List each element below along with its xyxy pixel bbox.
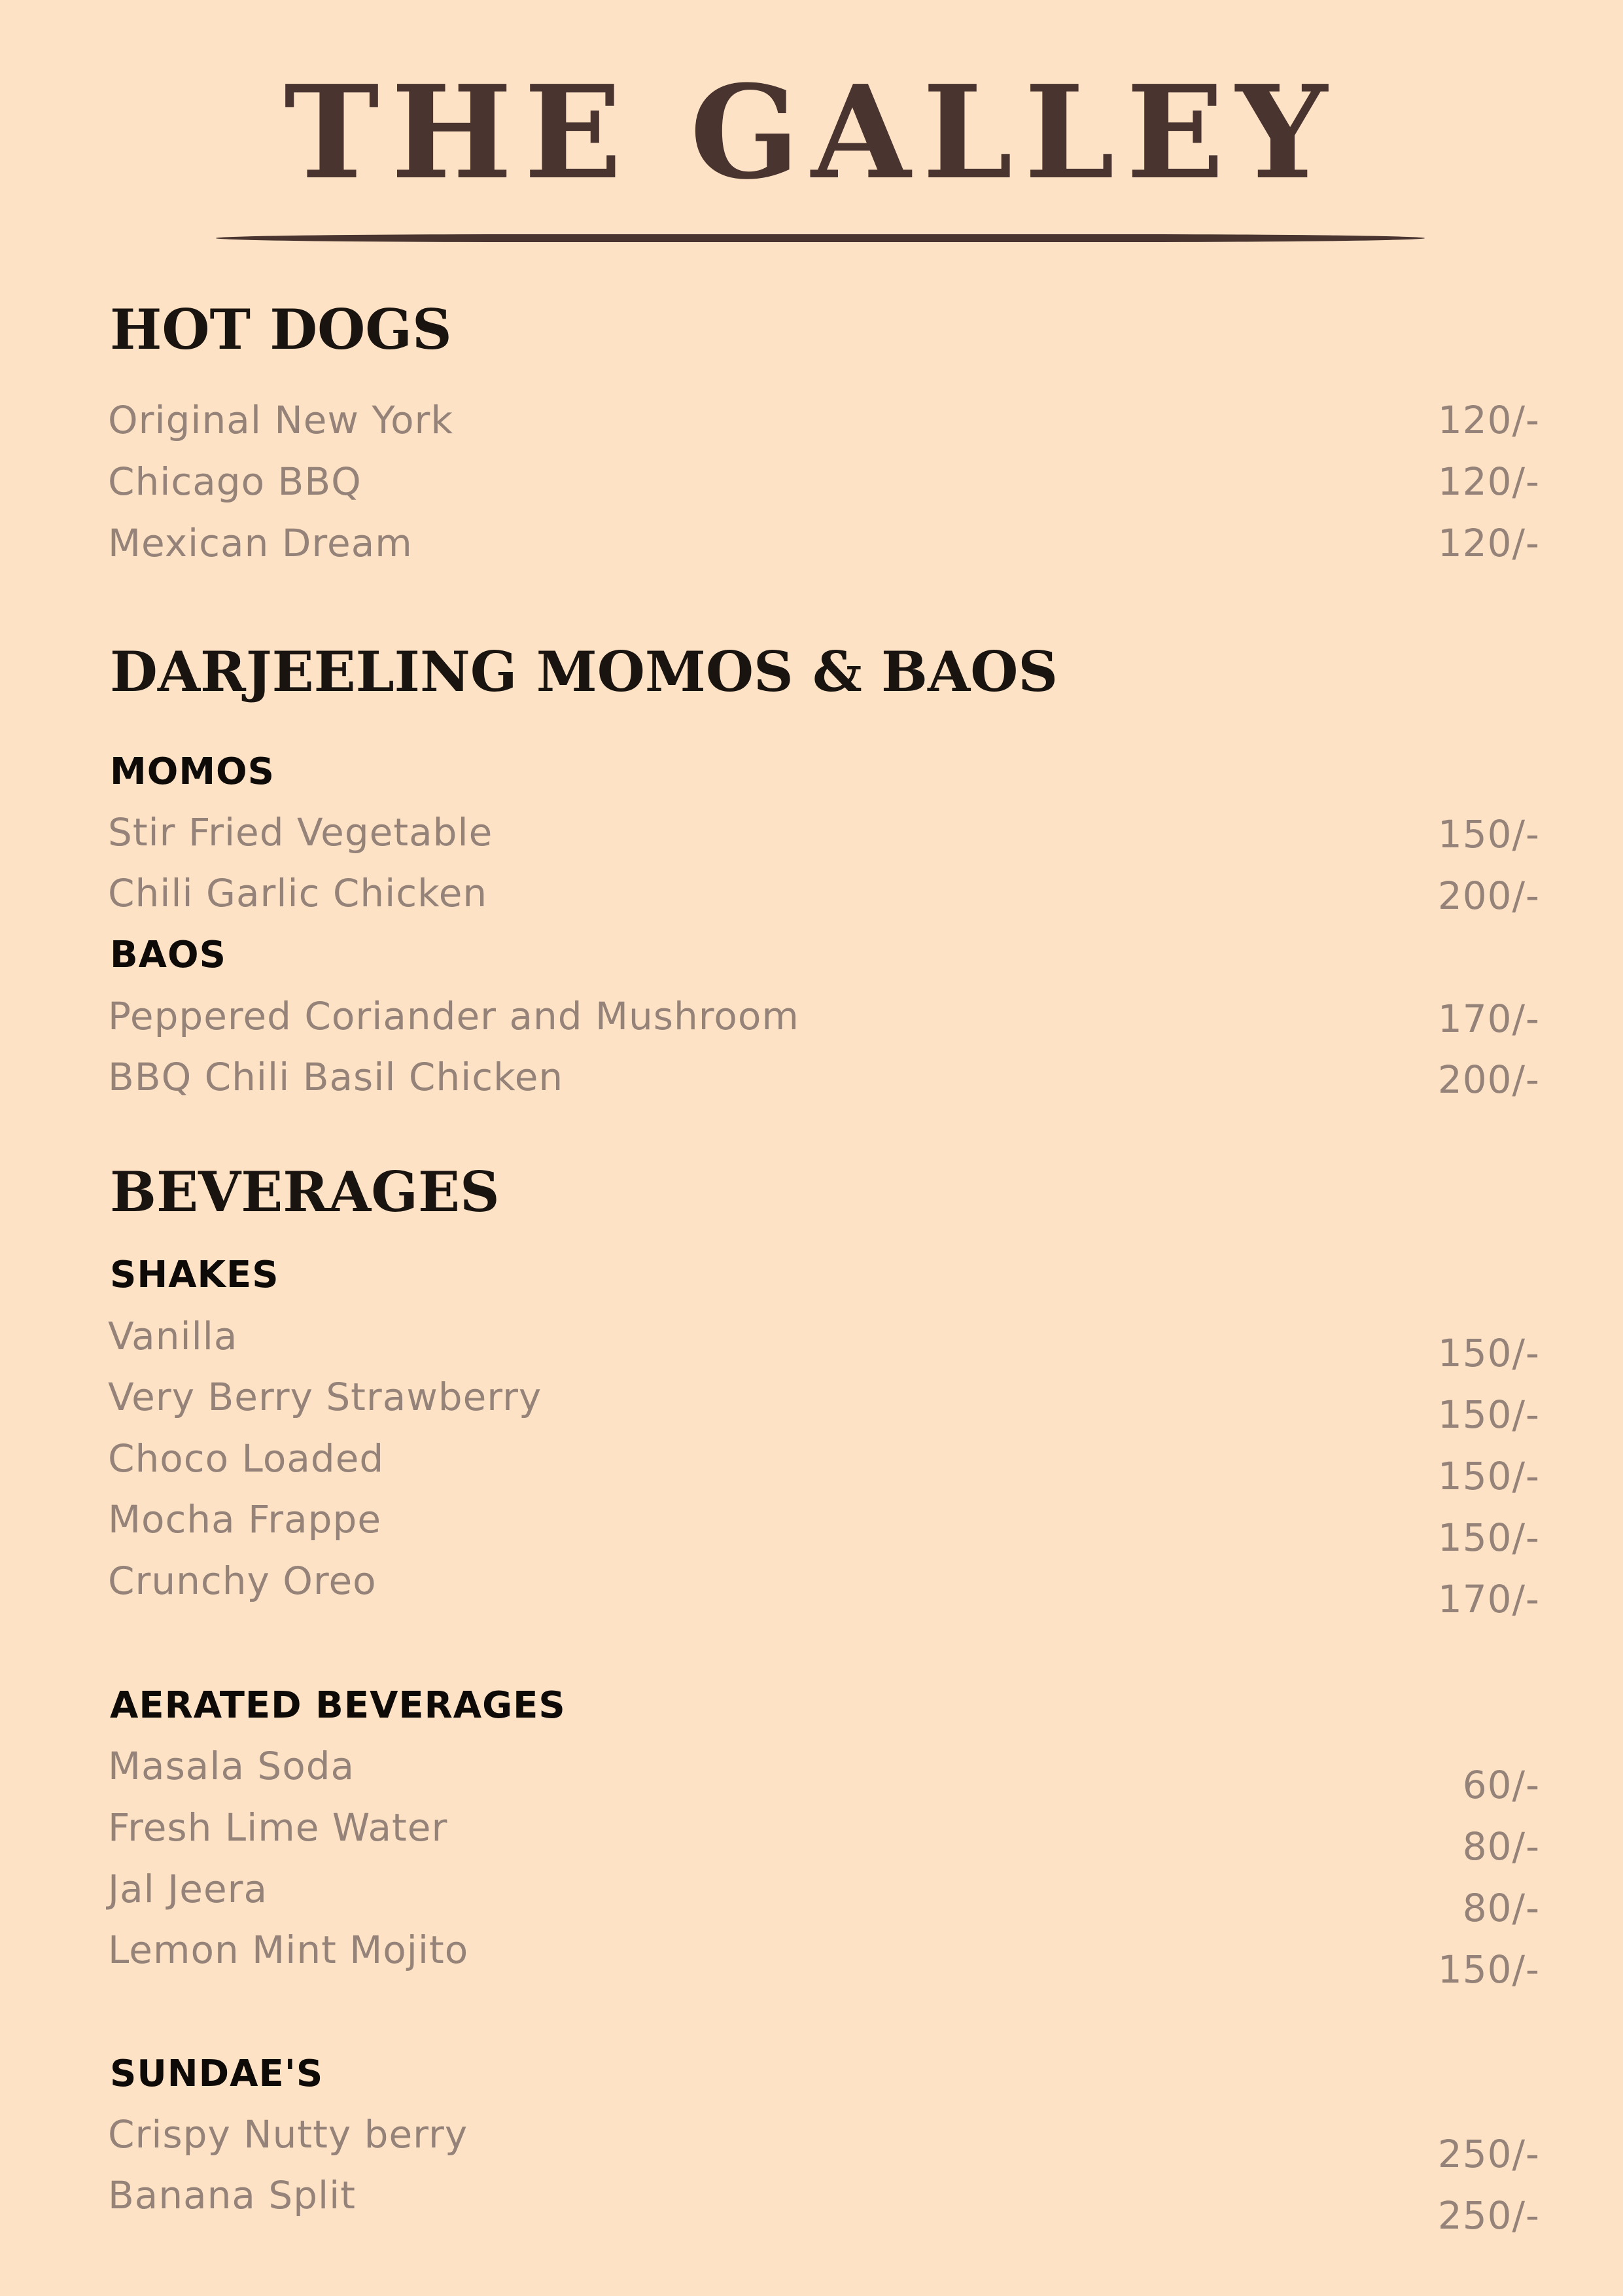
menu-item-price: 200/-: [1437, 874, 1540, 918]
menu-item-price: 150/-: [1437, 1331, 1540, 1375]
sub-heading-aerated-beverages: AERATED BEVERAGES: [110, 1684, 566, 1727]
menu-item-name: Jal Jeera: [108, 1867, 268, 1911]
menu-item-price: 120/-: [1437, 398, 1540, 442]
section-heading-beverages: BEVERAGES: [110, 1159, 500, 1224]
menu-item-price: 250/-: [1437, 2132, 1540, 2176]
menu-item-price: 150/-: [1437, 1515, 1540, 1560]
menu-item-name: Stir Fried Vegetable: [108, 810, 493, 855]
menu-item-name: Very Berry Strawberry: [108, 1375, 542, 1419]
menu-item-price: 250/-: [1437, 2193, 1540, 2238]
menu-item-name: Crunchy Oreo: [108, 1559, 377, 1603]
sub-heading-momos: MOMOS: [110, 751, 275, 793]
menu-item-name: Chicago BBQ: [108, 459, 362, 504]
sub-heading-shakes: SHAKES: [110, 1254, 279, 1296]
menu-item-name: Mocha Frappe: [108, 1497, 381, 1542]
section-heading-momos-baos: DARJEELING MOMOS & BAOS: [110, 639, 1058, 704]
menu-item-price: 120/-: [1437, 521, 1540, 565]
menu-item-name: BBQ Chili Basil Chicken: [108, 1055, 564, 1099]
menu-item-name: Fresh Lime Water: [108, 1805, 448, 1850]
menu-item-price: 80/-: [1462, 1886, 1540, 1930]
sub-heading-sundaes: SUNDAE'S: [110, 2053, 324, 2095]
page-title: THE GALLEY: [283, 58, 1340, 208]
menu-item-price: 150/-: [1437, 1392, 1540, 1437]
menu-item-price: 150/-: [1437, 812, 1540, 857]
title-underline: [216, 234, 1425, 242]
menu-item-name: Original New York: [108, 398, 453, 442]
menu-item-price: 80/-: [1462, 1824, 1540, 1869]
menu-item-price: 170/-: [1437, 1577, 1540, 1621]
menu-item-name: Crispy Nutty berry: [108, 2112, 468, 2157]
menu-item-name: Chili Garlic Chicken: [108, 871, 488, 915]
menu-item-name: Masala Soda: [108, 1744, 355, 1788]
menu-item-price: 170/-: [1437, 997, 1540, 1041]
menu-item-name: Banana Split: [108, 2173, 356, 2217]
sub-heading-baos: BAOS: [110, 934, 226, 976]
menu-item-name: Lemon Mint Mojito: [108, 1928, 469, 1972]
menu-item-price: 200/-: [1437, 1057, 1540, 1102]
menu-item-price: 60/-: [1462, 1763, 1540, 1807]
menu-item-name: Choco Loaded: [108, 1436, 385, 1481]
section-heading-hot-dogs: HOT DOGS: [110, 297, 452, 362]
menu-item-price: 150/-: [1437, 1454, 1540, 1498]
menu-item-name: Vanilla: [108, 1314, 238, 1358]
menu-item-name: Peppered Coriander and Mushroom: [108, 994, 799, 1038]
menu-item-price: 120/-: [1437, 459, 1540, 504]
menu-item-price: 150/-: [1437, 1947, 1540, 1992]
menu-item-name: Mexican Dream: [108, 521, 413, 565]
